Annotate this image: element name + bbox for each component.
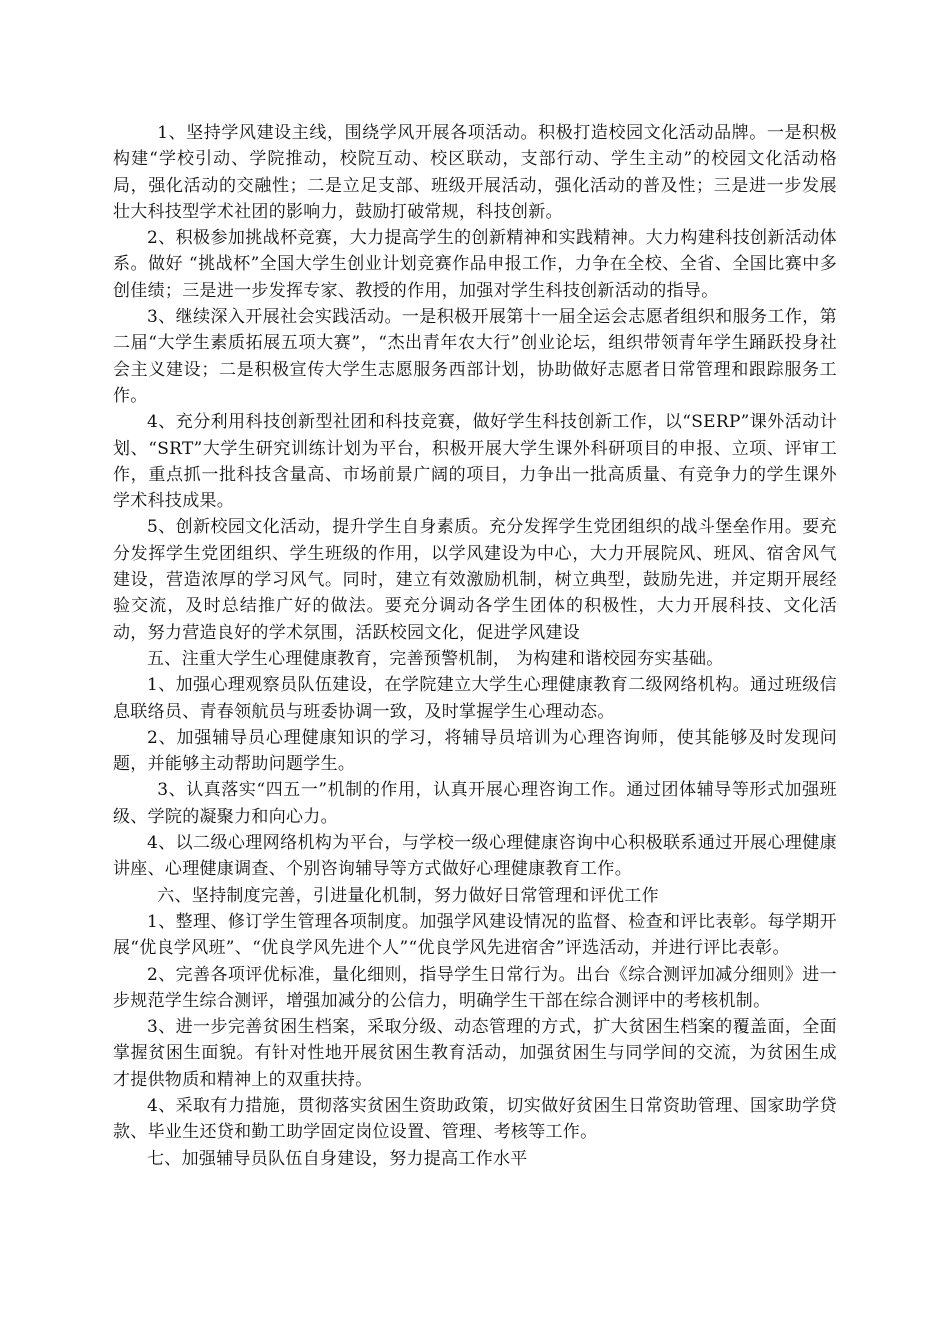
section-heading-5: 五、注重大学生心理健康教育，完善预警机制， 为构建和谐校园夯实基础。 — [147, 648, 724, 669]
section-heading-7: 七、加强辅导员队伍自身建设，努力提高工作水平 — [147, 1148, 528, 1169]
paragraph-11: 2、完善各项评优标准，量化细则，指导学生日常行为。出台《综合测评加减分细则》进一步规范学生综合测评，增强加减分的公信力，明确学生干部在综合测评中的考核机制。 — [113, 964, 837, 1011]
paragraph-1: 1、坚持学风建设主线，围绕学风开展各项活动。积极打造校园文化活动品牌。一是积极构建“学校引动、学院推动，校院互动、校区联动，支部行动、学生主动”的校园文化活动格局，强化活动的交融性；二是立足支部、班级开展活动，强化活动的普及性；三是进一步发展壮大科技型学术社团的影响力，鼓励打破常规，科技创新。 — [113, 123, 837, 222]
document-body — [113, 120, 837, 1172]
paragraph-13: 4、采取有力措施，贯彻落实贫困生资助政策，切实做好贫困生日常资助管理、国家助学贷款、毕业生还贷和勤工助学固定岗位设置、管理、考核等工作。 — [113, 1095, 837, 1143]
paragraph-2: 2、积极参加挑战杯竞赛，大力提高学生的创新精神和实践精神。大力构建科技创新活动体系。做好 “挑战杯”全国大学生创业计划竞赛作品申报工作，力争在全校、全省、全国比赛中多创佳绩；三是进一步发挥专家、教授的作用，加强对学生科技创新活动的指导。 — [113, 228, 837, 301]
paragraph-9: 4、以二级心理网络机构为平台，与学校一级心理健康咨询中心积极联系通过开展心理健康讲座、心理健康调查、个别咨询辅导等方式做好心理健康教育工作。 — [113, 833, 837, 880]
section-heading-6: 六、坚持制度完善，引进量化机制，努力做好日常管理和评优工作 — [157, 885, 659, 906]
paragraph-5: 5、创新校园文化活动，提升学生自身素质。充分发挥学生党团组织的战斗堡垒作用。要充分发挥学生党团组织、学生班级的作用，以学风建设为中心，大力开展院风、班风、宿舍风气建设，营造浓厚的学习风气。同时，建立有效激励机制，树立典型，鼓励先进，并定期开展经验交流，及时总结推广好的做法。要充分调动各学生团体的积极性，大力开展科技、文化活动，努力营造良好的学术氛围，活跃校园文化，促进学风建设 — [113, 517, 837, 643]
paragraph-10: 1、整理、修订学生管理各项制度。加强学风建设情况的监督、检查和评比表彰。每学期开展“优良学风班”、“优良学风先进个人”“优良学风先进宿舍”评选活动，并进行评比表彰。 — [113, 911, 837, 959]
paragraph-4: 4、充分利用科技创新型社团和科技竞赛，做好学生科技创新工作，以“SERP”课外活动计划、“SRT”大学生研究训练计划为平台，积极开展大学生课外科研项目的申报、立项、评审工作，重点抓一批科技含量高、市场前景广阔的项目，力争出一批高质量、有竞争力的学生课外学术科技成果。 — [113, 412, 837, 512]
paragraph-12: 3、进一步完善贫困生档案，采取分级、动态管理的方式，扩大贫困生档案的覆盖面，全面掌握贫困生面貌。有针对性地开展贫困生教育活动，加强贫困生与同学间的交流，为贫困生成才提供物质和精神上的双重扶持。 — [113, 1017, 837, 1090]
paragraph-6: 1、加强心理观察员队伍建设，在学院建立大学生心理健康教育二级网络机构。通过班级信息联络员、青春领航员与班委协调一致，及时掌握学生心理动态。 — [113, 675, 837, 722]
paragraph-3: 3、继续深入开展社会实践活动。一是积极开展第十一届全运会志愿者组织和服务工作，第二届“大学生素质拓展五项大赛”，“杰出青年农大行”创业论坛，组织带领青年学生踊跃投身社会主义建设；二是积极宣传大学生志愿服务西部计划，协助做好志愿者日常管理和跟踪服务工作。 — [113, 307, 837, 406]
paragraph-8: 3、认真落实“四五一”机制的作用，认真开展心理咨询工作。通过团体辅导等形式加强班级、学院的凝聚力和向心力。 — [113, 780, 837, 827]
paragraph-7: 2、加强辅导员心理健康知识的学习，将辅导员培训为心理咨询师，使其能够及时发现问题，并能够主动帮助问题学生。 — [113, 727, 837, 775]
